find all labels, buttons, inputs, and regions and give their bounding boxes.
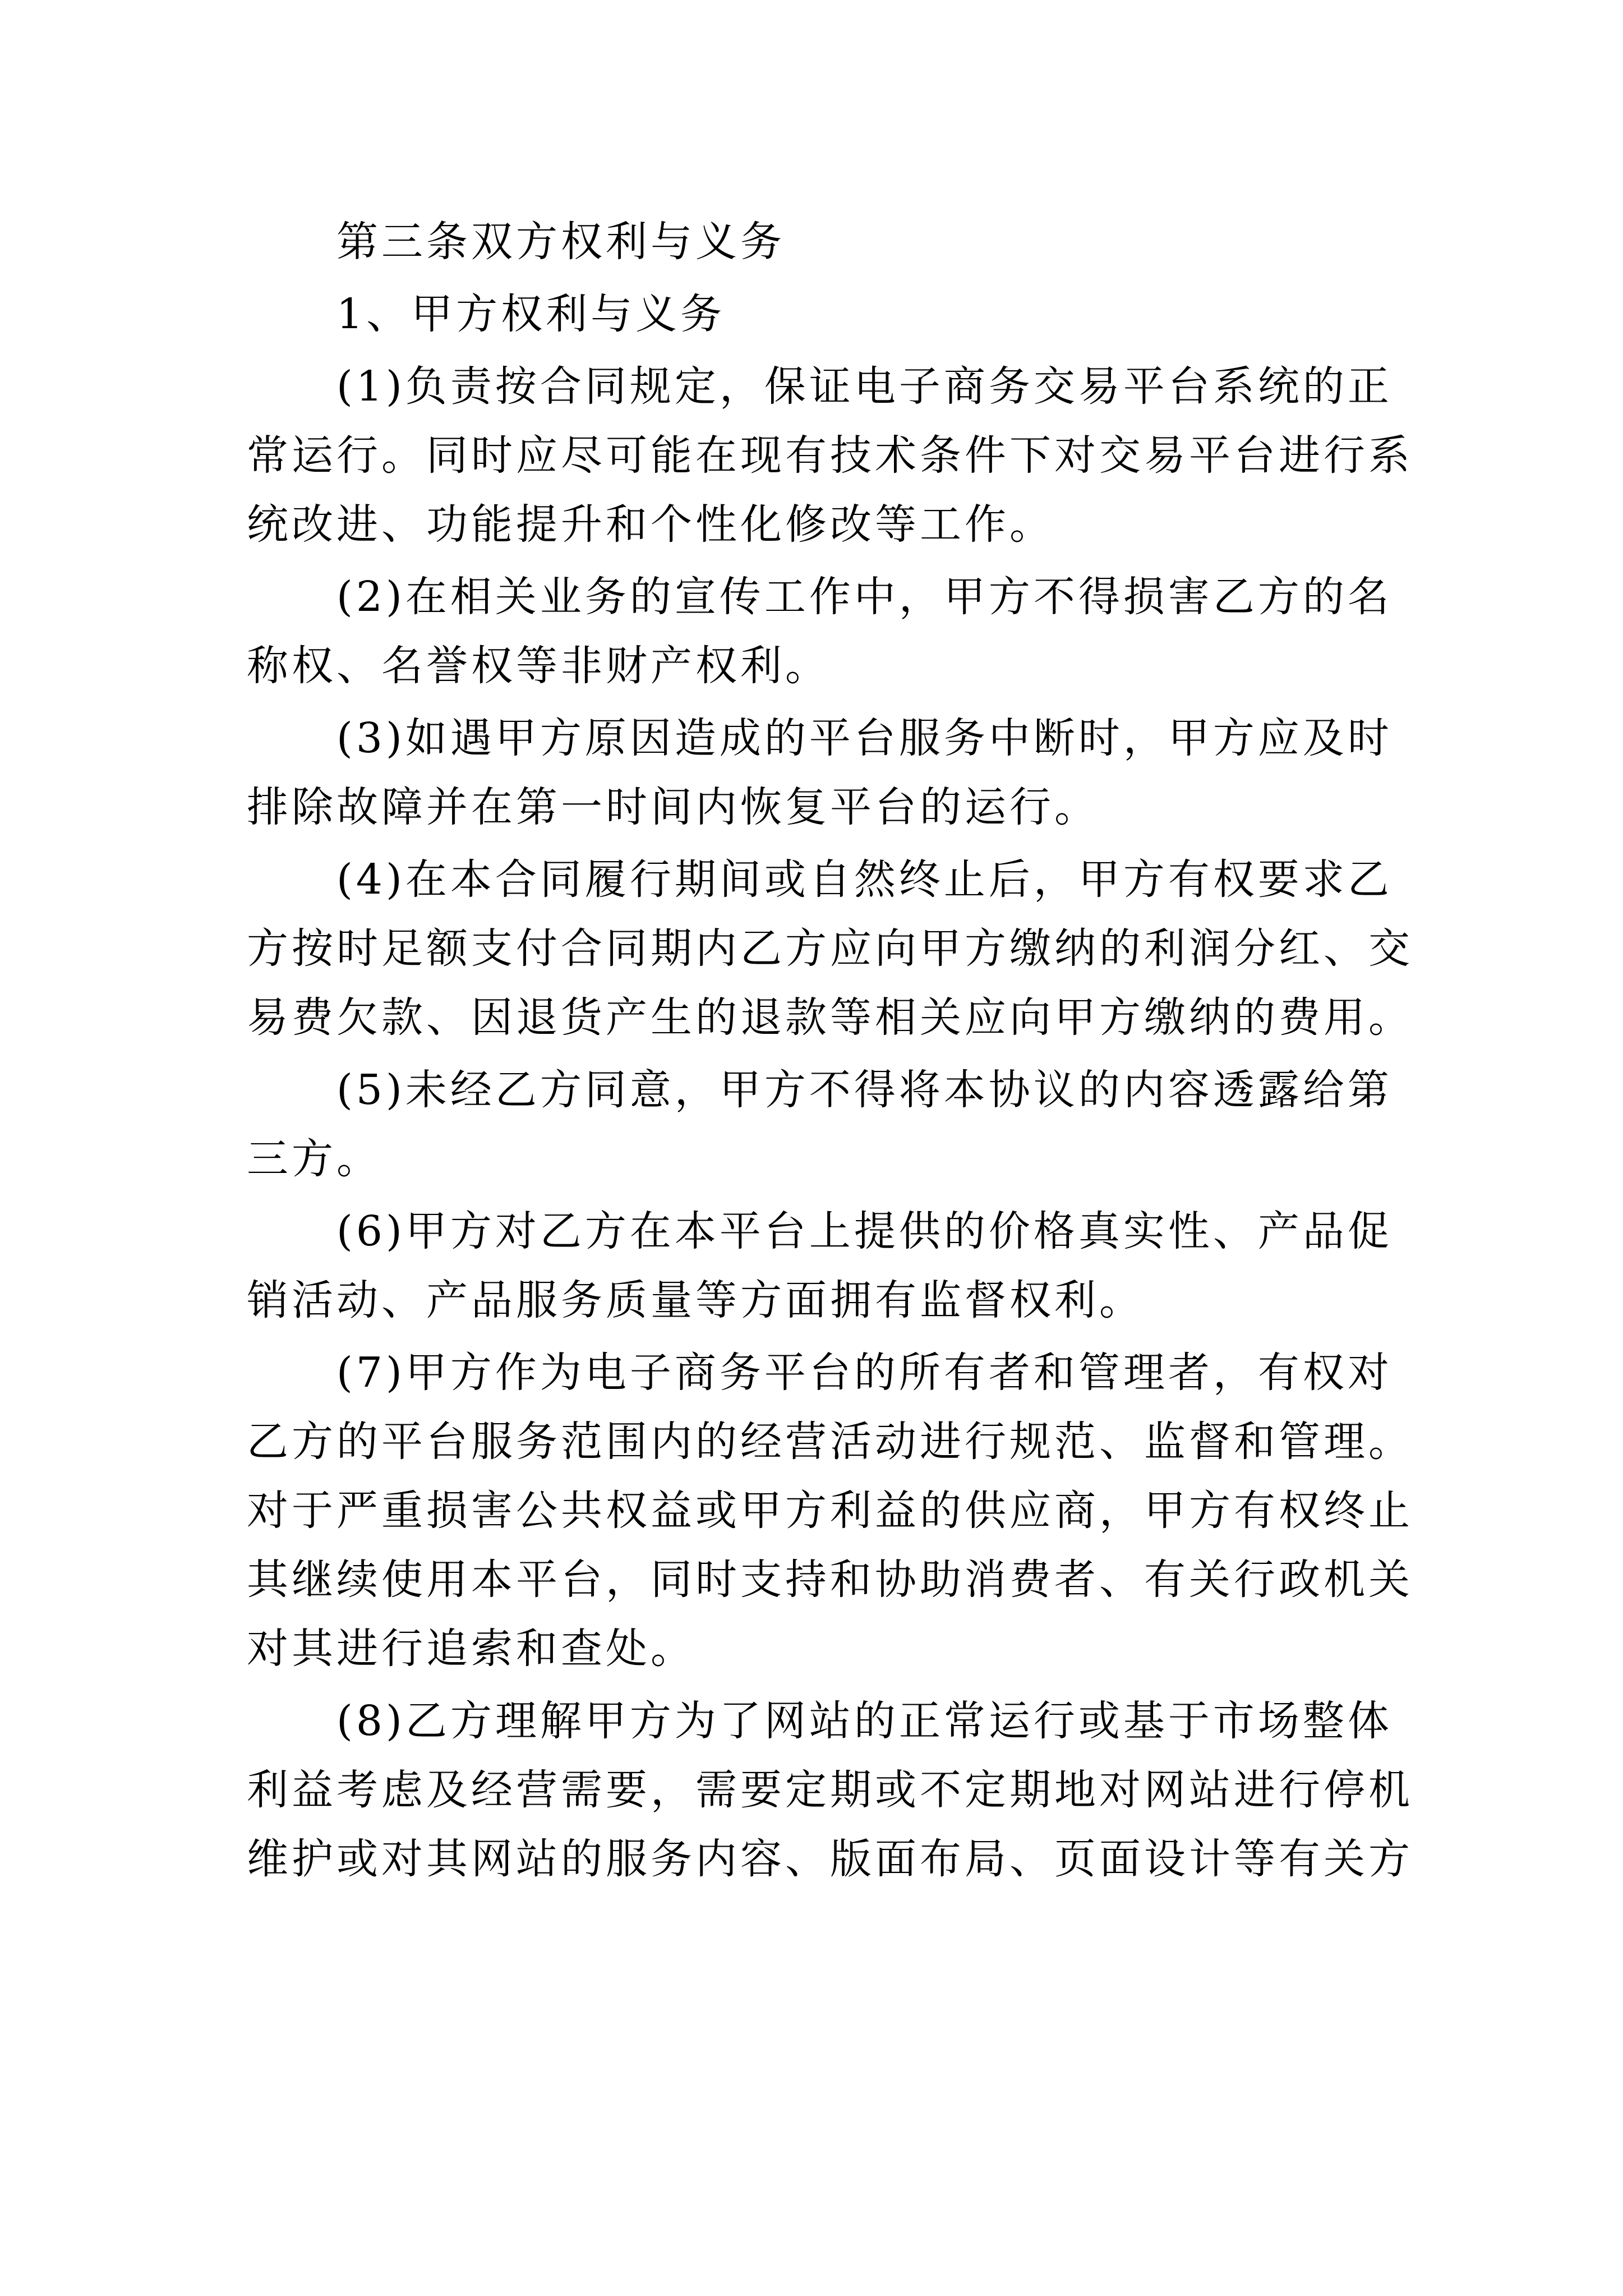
clause-line: (7)甲方作为电子商务平台的所有者和管理者，有权对 [336,1349,1393,1397]
clause-8 [247,1687,1413,1894]
section-title: 1、甲方权利与义务 [336,290,726,338]
clause-line: 销活动、产品服务质量等方面拥有监督权利。 [247,1276,1144,1324]
clause-line: 排除故障并在第一时间内恢复平台的运行。 [247,783,1099,831]
clause-line: (1)负责按合同规定，保证电子商务交易平台系统的正 [336,362,1393,411]
clause-line: 利益考虑及经营需要，需要定期或不定期地对网站进行停机 [247,1766,1413,1814]
clause-line: 对其进行追索和查处。 [247,1625,695,1673]
clause-line: 方按时足额支付合同期内乙方应向甲方缴纳的利润分红、交 [247,924,1413,973]
clause-1 [247,352,1413,559]
clause-line: (3)如遇甲方原因造成的平台服务中断时，甲方应及时 [336,714,1393,762]
clause-7 [247,1338,1413,1683]
clause-line: 称权、名誉权等非财产权利。 [247,642,830,690]
clause-line: (5)未经乙方同意，甲方不得将本协议的内容透露给第 [336,1066,1393,1114]
clause-line: 乙方的平台服务范围内的经营活动进行规范、监督和管理。 [247,1418,1413,1466]
clause-6 [247,1197,1393,1335]
document-body [247,208,1413,1894]
article-heading: 第三条双方权利与义务 [336,218,785,266]
clause-3 [247,704,1393,842]
clause-4 [247,845,1413,1052]
clause-line: 统改进、功能提升和个性化修改等工作。 [247,500,1054,549]
clause-line: 维护或对其网站的服务内容、版面布局、页面设计等有关方 [247,1835,1413,1883]
clause-line: 对于严重损害公共权益或甲方利益的供应商，甲方有权终止 [247,1487,1413,1535]
clause-line: (6)甲方对乙方在本平台上提供的价格真实性、产品促 [336,1207,1393,1255]
clause-line: 易费欠款、因退货产生的退款等相关应向甲方缴纳的费用。 [247,993,1413,1042]
clause-line: 三方。 [247,1135,381,1183]
clause-line: (2)在相关业务的宣传工作中，甲方不得损害乙方的名 [336,573,1393,621]
clause-line: (8)乙方理解甲方为了网站的正常运行或基于市场整体 [336,1697,1393,1745]
clause-line: 其继续使用本平台，同时支持和协助消费者、有关行政机关 [247,1556,1413,1604]
clause-line: (4)在本合同履行期间或自然终止后，甲方有权要求乙 [336,855,1393,904]
clause-line: 常运行。同时应尽可能在现有技术条件下对交易平台进行系 [247,431,1413,480]
clause-2 [247,563,1393,701]
clause-5 [247,1056,1393,1194]
